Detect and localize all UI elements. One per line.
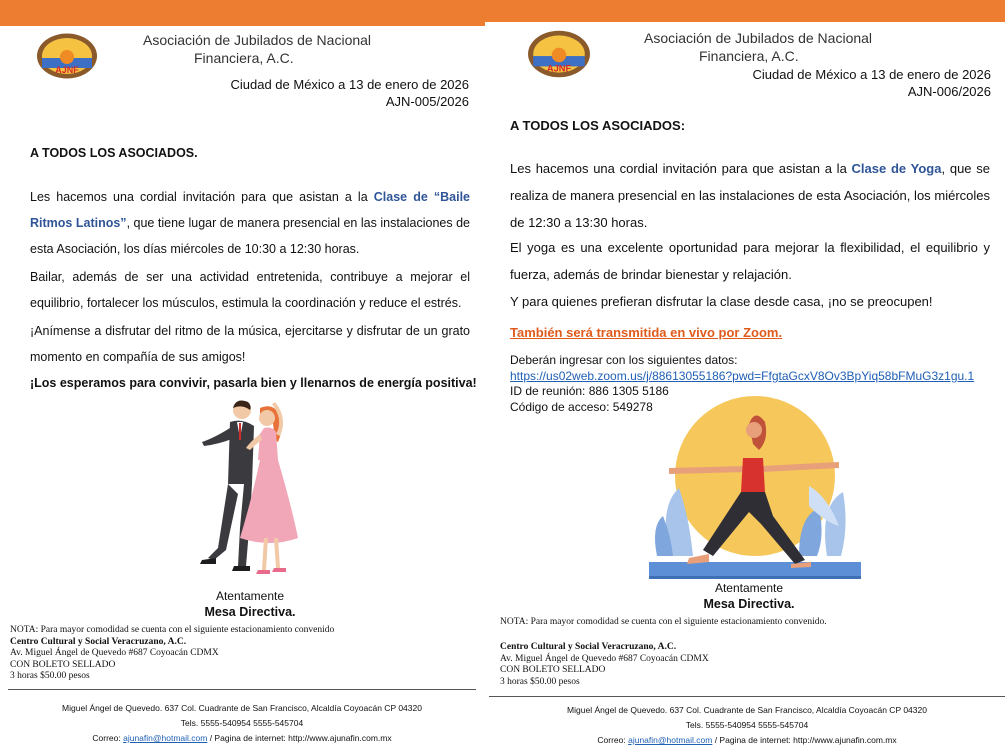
parking-address: Av. Miguel Ángel de Quevedo #687 Coyoacán CDMX xyxy=(10,648,219,658)
organization-name-line2: Financiera, A.C. xyxy=(194,50,294,66)
footer-contact xyxy=(489,733,1005,746)
signature-block xyxy=(679,580,819,612)
footer xyxy=(489,703,1005,746)
invitation-text: Les hacemos una cordial invitación para que asistan a la xyxy=(510,161,852,176)
parking-name: Centro Cultural y Social Veracruzano, A.C. xyxy=(10,636,187,647)
invitation-text: Les hacemos una cordial invitación para que asistan a la xyxy=(30,190,374,204)
regards-text: Atentamente xyxy=(215,589,285,603)
parking-ticket: CON BOLETO SELLADO xyxy=(500,665,606,675)
invitation-paragraph xyxy=(510,155,990,236)
letter-heading: A TODOS LOS ASOCIADOS: xyxy=(510,118,686,133)
parking-price: 3 horas $50.00 pesos xyxy=(10,671,90,681)
closing-line: ¡Los esperamos para convivir, pasarla bien y llenarnos de energía positiva! xyxy=(30,376,477,390)
benefits-paragraph: El yoga es una excelente oportunidad para mejorar la flexibilidad, el equilibrio y fuerza, además de brindar bienestar y relajación. xyxy=(510,240,990,282)
email-label: Correo: xyxy=(92,733,124,743)
logo-text: AJNF xyxy=(546,63,572,74)
benefits-paragraph: Bailar, además de ser una actividad entretenida, contribuye a mejorar el equilibrio, fortalecer los músculos, estimula la coordinación y reduce el estrés. xyxy=(30,270,470,310)
association-logo xyxy=(36,32,98,80)
footer-contact xyxy=(8,731,476,746)
letter-date: Ciudad de México a 13 de enero de 2026 xyxy=(752,67,991,82)
access-intro: Deberán ingresar con los siguientes datos: xyxy=(510,353,738,367)
zoom-teaser: Y para quienes prefieran disfrutar la clase desde casa, ¡no se preocupen! xyxy=(510,294,933,309)
letter-right xyxy=(489,0,1005,746)
access-code: Código de acceso: 549278 xyxy=(510,399,653,414)
regards-text: Atentamente xyxy=(714,581,784,595)
invitation-paragraph xyxy=(30,184,470,262)
signature-block xyxy=(180,588,320,620)
invitation-details: , que se realiza de manera presencial en las instalaciones de esta Asociación, los miércoles de 12:30 a 13:30 horas. xyxy=(510,161,990,230)
parking-note xyxy=(500,617,990,629)
encouragement-paragraph: ¡Anímense a disfrutar del ritmo de la música, ejercitarse y disfrutar de un grato momento en compañía de sus amigos! xyxy=(30,324,470,364)
letter-heading: A TODOS LOS ASOCIADOS. xyxy=(30,146,198,160)
website-text: / Pagina de internet: http://www.ajunafin.com.mx xyxy=(207,733,392,743)
website-text: / Pagina de internet: http://www.ajunafin.com.mx xyxy=(712,735,897,745)
association-logo xyxy=(527,29,591,79)
email-link[interactable]: ajunafin@hotmail.com xyxy=(123,733,208,743)
yoga-illustration xyxy=(649,396,861,582)
footer-rule xyxy=(8,689,476,690)
footer xyxy=(8,701,476,746)
zoom-notice: También será transmitida en vivo por Zoom. xyxy=(510,325,783,340)
invitation-details: , que tiene lugar de manera presencial en las instalaciones de esta Asociación, los días miércoles de 10:30 a 12:30 horas. xyxy=(30,216,470,256)
footer-phones: Tels. 5555-540954 5555-545704 xyxy=(685,720,809,730)
meeting-id: ID de reunión: 886 1305 5186 xyxy=(510,384,669,398)
class-name: Clase de “Baile Ritmos Latinos” xyxy=(30,190,471,230)
dancing-couple-illustration xyxy=(180,398,302,576)
footer-address: Miguel Ángel de Quevedo. 637 Col. Cuadrante de San Francisco, Alcaldía Coyoacán CP 04320 xyxy=(567,705,927,715)
parking-name: Centro Cultural y Social Veracruzano, A.C. xyxy=(500,642,677,652)
letter-reference: AJN-006/2026 xyxy=(907,84,991,99)
organization-name-line2: Financiera, A.C. xyxy=(699,48,799,64)
zoom-meeting-link[interactable]: https://us02web.zoom.us/j/88613055186?pwd=FfgtaGcxV8Ov3BpYiq58bFMuG3z1gu.1 xyxy=(510,368,975,383)
footer-phones: Tels. 5555-540954 5555-545704 xyxy=(180,718,304,728)
email-link[interactable]: ajunafin@hotmail.com xyxy=(628,735,713,745)
letter-date: Ciudad de México a 13 de enero de 2026 xyxy=(230,77,469,92)
organization-name-line1: Asociación de Jubilados de Nacional xyxy=(143,32,372,48)
signer-name: Mesa Directiva. xyxy=(703,597,795,611)
signer-name: Mesa Directiva. xyxy=(204,605,296,619)
letter-reference: AJN-005/2026 xyxy=(385,94,469,109)
parking-details xyxy=(500,642,990,688)
parking-note xyxy=(10,625,480,683)
note-text: NOTA: Para mayor comodidad se cuenta con el siguiente estacionamiento convenido xyxy=(10,625,335,635)
logo-text: AJNF xyxy=(55,65,79,75)
class-name: Clase de Yoga xyxy=(851,161,942,176)
letter-left xyxy=(0,0,485,746)
footer-rule xyxy=(489,696,1005,697)
parking-price: 3 horas $50.00 pesos xyxy=(500,676,580,687)
footer-address: Miguel Ángel de Quevedo. 637 Col. Cuadrante de San Francisco, Alcaldía Coyoacán CP 04320 xyxy=(62,703,422,713)
parking-address: Av. Miguel Ángel de Quevedo #687 Coyoacán CDMX xyxy=(500,653,709,664)
note-text: NOTA: Para mayor comodidad se cuenta con el siguiente estacionamiento convenido. xyxy=(500,617,827,627)
email-label: Correo: xyxy=(597,735,629,745)
parking-ticket: CON BOLETO SELLADO xyxy=(10,659,116,670)
organization-name-line1: Asociación de Jubilados de Nacional xyxy=(644,30,873,46)
